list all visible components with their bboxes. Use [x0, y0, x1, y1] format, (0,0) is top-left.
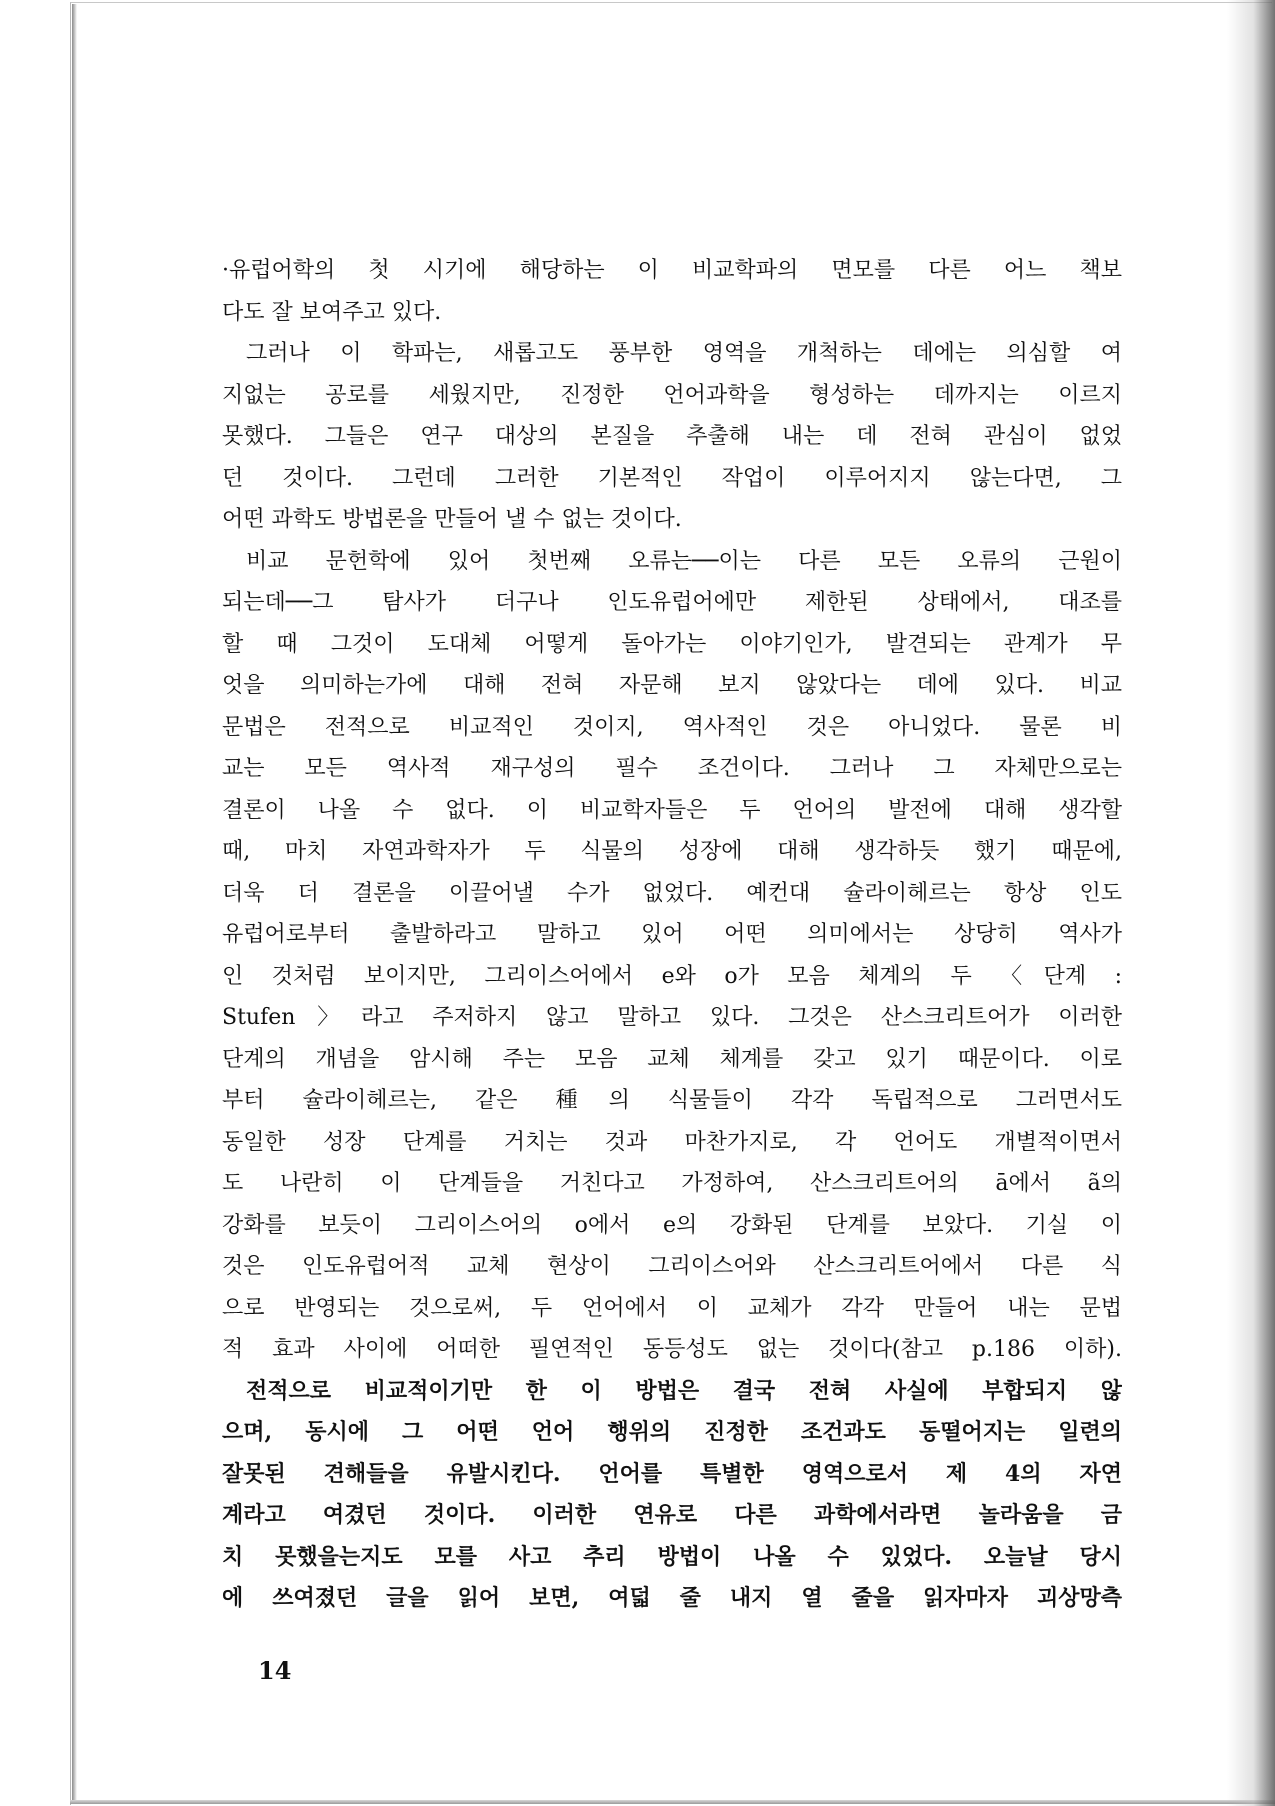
- text-line: 유럽어로부터 출발하라고 말하고 있어 어떤 의미에서는 상당히 역사가: [222, 922, 1122, 947]
- text-line: ·유럽어학의 첫 시기에 해당하는 이 비교학파의 면모를 다른 어느 책보: [222, 258, 1122, 283]
- text-line: 치 못했을는지도 모를 사고 추리 방법이 나올 수 있었다. 오늘날 당시: [222, 1543, 1122, 1570]
- text-line: 비교 문헌학에 있어 첫번째 오류는──이는 다른 모든 오류의 근원이: [246, 548, 1122, 574]
- text-line: 더욱 더 결론을 이끌어낼 수가 없었다. 예컨대 슐라이헤르는 항상 인도: [222, 880, 1122, 906]
- text-line: 도 나란히 이 단계들을 거친다고 가정하여, 산스크리트어의 ā에서 ã의: [222, 1171, 1122, 1196]
- text-line: 교는 모든 역사적 재구성의 필수 조건이다. 그러나 그 자체만으로는: [222, 756, 1122, 781]
- text-line: 적 효과 사이에 어떠한 필연적인 동등성도 없는 것이다(참고 p.186 이하).: [222, 1337, 1122, 1362]
- text-line: 인 것처럼 보이지만, 그리이스어에서 e와 o가 모음 체계의 두 〈단계 :: [222, 963, 1122, 989]
- text-line: 던 것이다. 그런데 그러한 기본적인 작업이 이루어지지 않는다면, 그: [222, 465, 1122, 491]
- page-edge-bottom: [70, 1800, 1275, 1804]
- text-line: 에 쓰여졌던 글을 읽어 보면, 여덟 줄 내지 열 줄을 읽자마자 괴상망측: [222, 1585, 1122, 1611]
- text-line: 그러나 이 학파는, 새롭고도 풍부한 영역을 개척하는 데에는 의심할 여: [246, 341, 1122, 366]
- text-line: 할 때 그것이 도대체 어떻게 돌아가는 이야기인가, 발견되는 관계가 무: [222, 631, 1122, 657]
- page-number: 14: [258, 1656, 292, 1685]
- text-line: 동일한 성장 단계를 거치는 것과 마찬가지로, 각 언어도 개별적이면서: [222, 1129, 1122, 1155]
- text-line: 엇을 의미하는가에 대해 전혀 자문해 보지 않았다는 데에 있다. 비교: [222, 673, 1122, 698]
- text-line: 으며, 동시에 그 어떤 언어 행위의 진정한 조건과도 동떨어지는 일련의: [222, 1419, 1122, 1445]
- text-line: Stufen〉라고 주저하지 않고 말하고 있다. 그것은 산스크리트어가 이러한: [222, 1005, 1122, 1030]
- text-line: 결론이 나올 수 없다. 이 비교학자들은 두 언어의 발전에 대해 생각할: [222, 797, 1122, 823]
- text-line: 되는데──그 탐사가 더구나 인도유럽어에만 제한된 상태에서, 대조를: [222, 590, 1122, 615]
- body-text: [222, 250, 1122, 1620]
- page-shadow: [1227, 0, 1275, 1806]
- text-line: 지없는 공로를 세웠지만, 진정한 언어과학을 형성하는 데까지는 이르지: [222, 382, 1122, 408]
- text-line: 때, 마치 자연과학자가 두 식물의 성장에 대해 생각하듯 했기 때문에,: [222, 839, 1122, 864]
- text-line: 못했다. 그들은 연구 대상의 본질을 추출해 내는 데 전혀 관심이 없었: [222, 424, 1122, 449]
- text-line: 다도 잘 보여주고 있다.: [222, 299, 442, 325]
- text-line: 전적으로 비교적이기만 한 이 방법은 결국 전혀 사실에 부합되지 않: [246, 1377, 1122, 1404]
- text-line: 단계의 개념을 암시해 주는 모음 교체 체계를 갖고 있기 때문이다. 이로: [222, 1046, 1122, 1072]
- text-line: 잘못된 견해들을 유발시킨다. 언어를 특별한 영역으로서 제 4의 자연: [222, 1460, 1122, 1487]
- text-line: 것은 인도유럽어적 교체 현상이 그리이스어와 산스크리트어에서 다른 식: [222, 1254, 1122, 1279]
- text-line: 으로 반영되는 것으로써, 두 언어에서 이 교체가 각각 만들어 내는 문법: [222, 1295, 1122, 1321]
- page-edge-left: [72, 4, 77, 1804]
- text-line: 부터 슐라이헤르는, 같은 種의 식물들이 각각 독립적으로 그러면서도: [222, 1088, 1122, 1113]
- text-line: 어떤 과학도 방법론을 만들어 낼 수 없는 것이다.: [222, 507, 682, 532]
- text-line: 강화를 보듯이 그리이스어의 o에서 e의 강화된 단계를 보았다. 기실 이: [222, 1212, 1122, 1238]
- text-line: 문법은 전적으로 비교적인 것이지, 역사적인 것은 아니었다. 물론 비: [222, 714, 1122, 740]
- text-line: 계라고 여겼던 것이다. 이러한 연유로 다른 과학에서라면 놀라움을 금: [222, 1502, 1122, 1528]
